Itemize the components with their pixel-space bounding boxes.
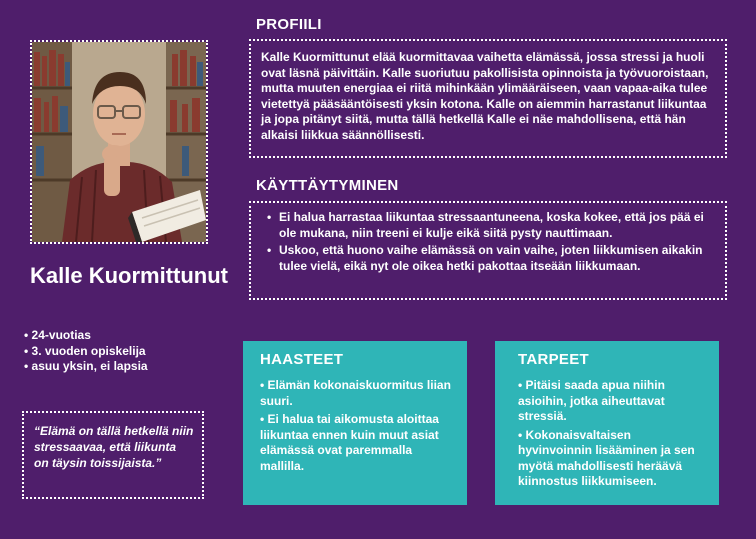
- profile-heading: PROFIILI: [256, 16, 322, 33]
- behavior-box: [249, 201, 727, 300]
- behavior-item: • Uskoo, että huono vaihe elämässä on vain vaihe, joten liikkumisen aikakin tulee vielä, eikä nyt ole oikea hetki pakottaa itseään liikkumaan.: [261, 243, 715, 274]
- profile-text: Kalle Kuormittunut elää kuormittavaa vaihetta elämässä, jossa stressi ja huoli ovat läsnä päivittäin. Kalle suoriutuu pakollisista opinnoista ja työvuoroistaan, mutta muuten energiaa ei riitä mihinkään ylimääräiseen, vaan vapaa-aika tulee vietettyä pääsääntöisesti yksin kotona. Kalle on aiemmin harrastanut liikuntaa ja jopa pitänyt siitä, mutta tällä hetkellä Kalle ei näe mahdollisena, että hän alkaisi liikkua säännöllisesti.: [249, 39, 727, 158]
- challenge-item: • Ei halua tai aikomusta aloittaa liikuntaa ennen kuin muut asiat elämässä ovat paremmalla mallilla.: [260, 412, 439, 473]
- fact-item: • 24-vuotias: [24, 328, 148, 344]
- need-item: • Pitäisi saada apua niihin asioihin, jotka aiheuttavat stressiä.: [518, 378, 665, 423]
- photo-illustration: [32, 42, 206, 242]
- behavior-item: • Ei halua harrastaa liikuntaa stressaantuneena, koska kokee, että jos pää ei ole mukana, niin treeni ei kulje eikä siitä pysty nauttimaan.: [261, 210, 715, 241]
- persona-quote: “Elämä on tällä hetkellä niin stressaavaa, että liikunta on täysin toissijaista.”: [22, 411, 204, 499]
- challenges-card: [243, 341, 467, 505]
- persona-photo: [30, 40, 208, 244]
- challenges-heading: HAASTEET: [260, 351, 344, 368]
- behavior-list: [261, 210, 715, 274]
- fact-item: • asuu yksin, ei lapsia: [24, 359, 148, 375]
- behavior-heading: KÄYTTÄYTYMINEN: [256, 177, 399, 194]
- persona-name: Kalle Kuormittunut: [30, 263, 228, 288]
- needs-card: [495, 341, 719, 505]
- need-item: • Kokonaisvaltaisen hyvinvoinnin lisääminen ja sen myötä mahdollisesti heräävä kiinnostus liikkumiseen.: [518, 427, 695, 488]
- fact-item: • 3. vuoden opiskelija: [24, 344, 148, 360]
- needs-heading: TARPEET: [518, 351, 589, 368]
- challenges-list: [260, 378, 453, 474]
- persona-facts: [24, 328, 148, 375]
- needs-list: [518, 378, 705, 490]
- challenge-item: • Elämän kokonaiskuormitus liian suuri.: [260, 378, 451, 408]
